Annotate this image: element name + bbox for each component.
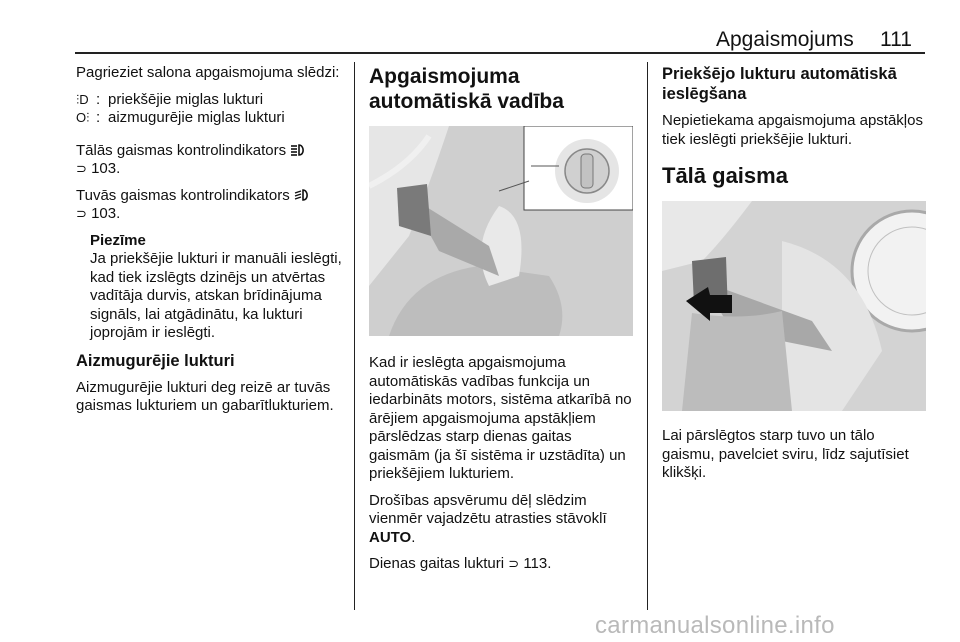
high-beam-icon [290,144,306,156]
column-3 [662,64,926,491]
front-fog-light-icon: ⫶D [76,91,89,107]
safety-paragraph: Drošības apsvērumu dēļ slēdzim vienmēr vajadzētu atrasties stāvoklī AUTO. [369,491,607,546]
note-text: Ja priekšējie lukturi ir manuāli ieslēgti, kad tiek izslēgts dzinējs un atvērtas vadītāja durvis, atskan brīdinājuma signāls, lai atgādinātu, ka lukturi joprojām ir ieslēgti. [90,250,342,341]
page-reference[interactable]: 103. [91,205,121,222]
page-reference[interactable]: 113. [523,555,552,572]
column-divider-2 [647,62,648,610]
high-beam-heading: Tālā gaisma [662,163,788,188]
note-heading: Piezīme [90,231,146,249]
daytime-lights-paragraph: Dienas gaitas lukturi ⊃ 113. [369,555,552,572]
rear-lights-text: Aizmugurējie lukturi deg reizē ar tuvās gaismas lukturiem un gabarītlukturiem. [76,378,334,414]
high-beam-indicator-text: Tālās gaismas kontrolindikators ⊃ 103. [76,142,346,179]
note-box [90,232,346,343]
low-beam-indicator-text: Tuvās gaismas kontrolindikators ⊃ 103. [76,187,346,224]
section-heading: Apgaismojuma automātiskā vadība [369,65,564,113]
list-item: O⫶ : aizmugurējie miglas lukturi [76,109,285,126]
light-switch-figure [369,126,633,336]
page-header-title: Apgaismojums [716,28,854,51]
list-item-text: aizmugurējie miglas lukturi [108,109,285,126]
column-1 [76,64,346,424]
reference-arrow-icon: ⊃ [508,556,520,571]
rear-lights-heading: Aizmugurējie lukturi [76,351,235,370]
column-2 [369,64,633,582]
page-reference[interactable]: 103. [91,160,121,177]
reference-arrow-icon: ⊃ [76,161,87,176]
page-number: 111 [880,28,912,51]
column-divider-1 [354,62,355,610]
reference-arrow-icon: ⊃ [76,206,87,221]
intro-text: Pagrieziet salona apgaismojuma slēdzi: [76,64,340,81]
list-item-text: priekšējie miglas lukturi [108,90,264,108]
auto-light-paragraph: Kad ir ieslēgta apgaismojuma automātiskās vadības funkcija un iedarbināts motors, sistēma atkarībā no ārējiem apgaismojuma apstākļiem pārslēdzas starp dienas gaitas gaismām (ja šī sistēma ir uzstādīta) un priekšējiem lukturiem. [369,354,632,482]
section-heading: Priekšējo lukturu automātiskā ieslēgšana [662,65,897,103]
auto-headlights-text: Nepietiekama apgaismojuma apstākļos tiek ieslēgti priekšējie lukturi. [662,112,923,148]
auto-position-label: AUTO [369,528,412,546]
rear-fog-light-icon: O⫶ [76,110,90,125]
high-beam-lever-figure [662,201,926,411]
header-divider [75,52,925,54]
high-beam-instruction: Lai pārslēgtos starp tuvo un tālo gaismu, pavelciet sviru, līdz sajutīsiet klikšķi. [662,427,909,481]
list-item: ⫶D : priekšējie miglas lukturi [76,90,264,108]
low-beam-icon [294,189,310,201]
watermark: carmanualsonline.info [595,612,835,639]
